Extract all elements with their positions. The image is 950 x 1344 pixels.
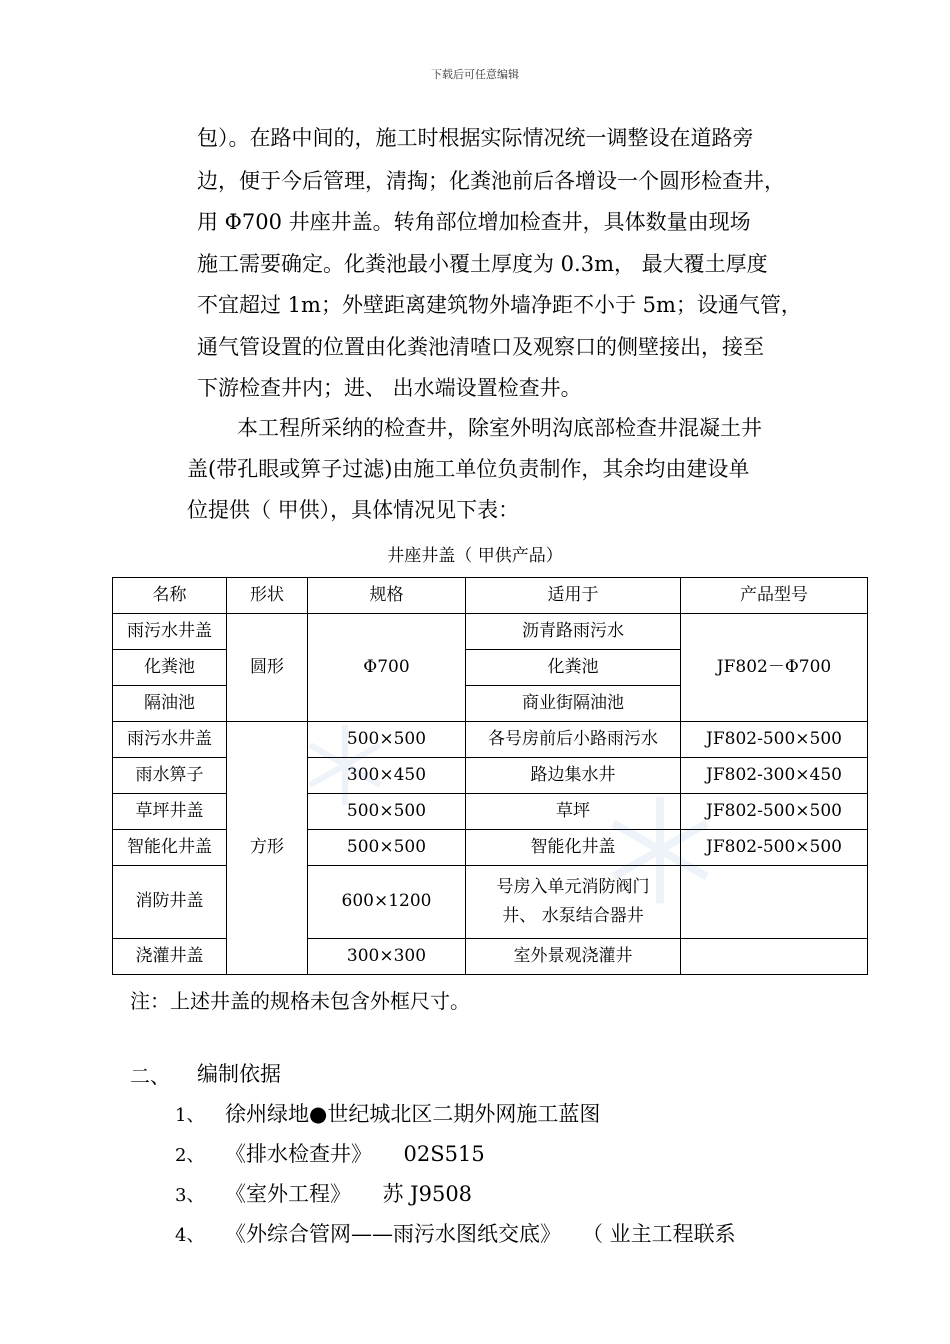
reference-item xyxy=(175,1178,472,1208)
cell-use: 路边集水井 xyxy=(466,758,681,794)
cell-spec: 500×500 xyxy=(308,830,466,866)
cell-use: 室外景观浇灌井 xyxy=(466,939,681,975)
reference-text: 《外综合管网——雨污水图纸交底》 （ 业主工程联系 xyxy=(225,1222,736,1246)
cell-name: 消防井盖 xyxy=(113,866,227,939)
table-row xyxy=(113,758,868,794)
paragraph1-line-2: 边，便于今后管理，清掏；化粪池前后各增设一个圆形检查井， xyxy=(197,169,785,193)
reference-item xyxy=(175,1138,485,1168)
cell-spec: 500×500 xyxy=(308,794,466,830)
reference-number: 1、 xyxy=(175,1105,205,1126)
reference-text: 《排水检查井》 02S515 xyxy=(225,1142,485,1166)
cell-model xyxy=(681,939,868,975)
cell-shape-round: 圆形 xyxy=(227,614,308,722)
cell-use: 商业街隔油池 xyxy=(466,686,681,722)
paragraph1-line-6: 通气管设置的位置由化粪池清喳口及观察口的侧壁接出，接至 xyxy=(197,335,764,359)
cell-use: 化粪池 xyxy=(466,650,681,686)
paragraph1-line-3: 用 Φ700 井座井盖。转角部位增加检查井，具体数量由现场 xyxy=(197,210,751,234)
cell-model: JF802-500×500 xyxy=(681,830,868,866)
header-name: 名称 xyxy=(113,578,227,614)
table-row xyxy=(113,614,868,650)
paragraph2-line-1: 本工程所采纳的检查井，除室外明沟底部检查井混凝土井 xyxy=(237,416,762,440)
paragraph2-line-2: 盖(带孔眼或箅子过滤)由施工单位负责制作，其余均由建设单 xyxy=(187,457,750,481)
reference-number: 2、 xyxy=(175,1145,205,1166)
cell-spec: 600×1200 xyxy=(308,866,466,939)
cell-name: 雨污水井盖 xyxy=(113,614,227,650)
section-title: 编制依据 xyxy=(197,1062,281,1086)
cell-shape-square: 方形 xyxy=(227,722,308,975)
page-header: 下载后可任意编辑 xyxy=(431,68,519,81)
reference-item xyxy=(175,1098,600,1128)
reference-number: 3、 xyxy=(175,1185,205,1206)
table-row xyxy=(113,830,868,866)
paragraph1-line-5: 不宜超过 1m；外壁距离建筑物外墙净距不小于 5m；设通气管， xyxy=(197,293,802,317)
cell-spec: 300×300 xyxy=(308,939,466,975)
cell-name: 雨污水井盖 xyxy=(113,722,227,758)
cell-name: 化粪池 xyxy=(113,650,227,686)
cell-use: 沥青路雨污水 xyxy=(466,614,681,650)
paragraph2-line-3: 位提供（ 甲供），具体情况见下表： xyxy=(187,498,520,522)
paragraph1-line-4: 施工需要确定。化粪池最小覆土厚度为 0.3m， 最大覆土厚度 xyxy=(197,252,768,276)
cell-name: 隔油池 xyxy=(113,686,227,722)
cell-model: JF802-500×500 xyxy=(681,722,868,758)
cell-name: 雨水箅子 xyxy=(113,758,227,794)
cell-model: JF802-500×500 xyxy=(681,794,868,830)
cell-use: 各号房前后小路雨污水 xyxy=(466,722,681,758)
header-model: 产品型号 xyxy=(681,578,868,614)
reference-text: 《室外工程》 苏 J9508 xyxy=(225,1182,473,1206)
cell-use-line-2: 井、 水泵结合器井 xyxy=(502,906,644,926)
table-row xyxy=(113,722,868,758)
cell-name: 浇灌井盖 xyxy=(113,939,227,975)
cell-name: 草坪井盖 xyxy=(113,794,227,830)
cell-spec: 300×450 xyxy=(308,758,466,794)
cell-use: 草坪 xyxy=(466,794,681,830)
cell-name: 智能化井盖 xyxy=(113,830,227,866)
table-note: 注：上述井盖的规格未包含外框尺寸。 xyxy=(130,989,470,1013)
cell-model: JF802-300×450 xyxy=(681,758,868,794)
header-spec: 规格 xyxy=(308,578,466,614)
table-row xyxy=(113,794,868,830)
reference-text: 徐州绿地●世纪城北区二期外网施工蓝图 xyxy=(225,1102,601,1126)
header-shape: 形状 xyxy=(227,578,308,614)
reference-item xyxy=(175,1218,736,1248)
cell-use xyxy=(466,866,681,939)
table-row xyxy=(113,939,868,975)
manhole-cover-table xyxy=(112,577,868,975)
header-use: 适用于 xyxy=(466,578,681,614)
cell-spec: 500×500 xyxy=(308,722,466,758)
reference-number: 4、 xyxy=(175,1225,205,1246)
cell-model-round: JF802－Φ700 xyxy=(681,614,868,722)
table-caption: 井座井盖（ 甲供产品） xyxy=(387,546,563,566)
cell-use: 智能化井盖 xyxy=(466,830,681,866)
paragraph1-line-1: 包）。在路中间的，施工时根据实际情况统一调整设在道路旁 xyxy=(197,126,754,150)
cell-model xyxy=(681,866,868,939)
section-number: 二、 xyxy=(130,1064,170,1088)
paragraph1-line-7: 下游检查井内；进、 出水端设置检查井。 xyxy=(197,376,582,400)
cell-use-line-1: 号房入单元消防阀门 xyxy=(496,876,650,897)
table-header-row xyxy=(113,578,868,614)
table-row xyxy=(113,866,868,939)
cell-spec-round: Φ700 xyxy=(308,614,466,722)
